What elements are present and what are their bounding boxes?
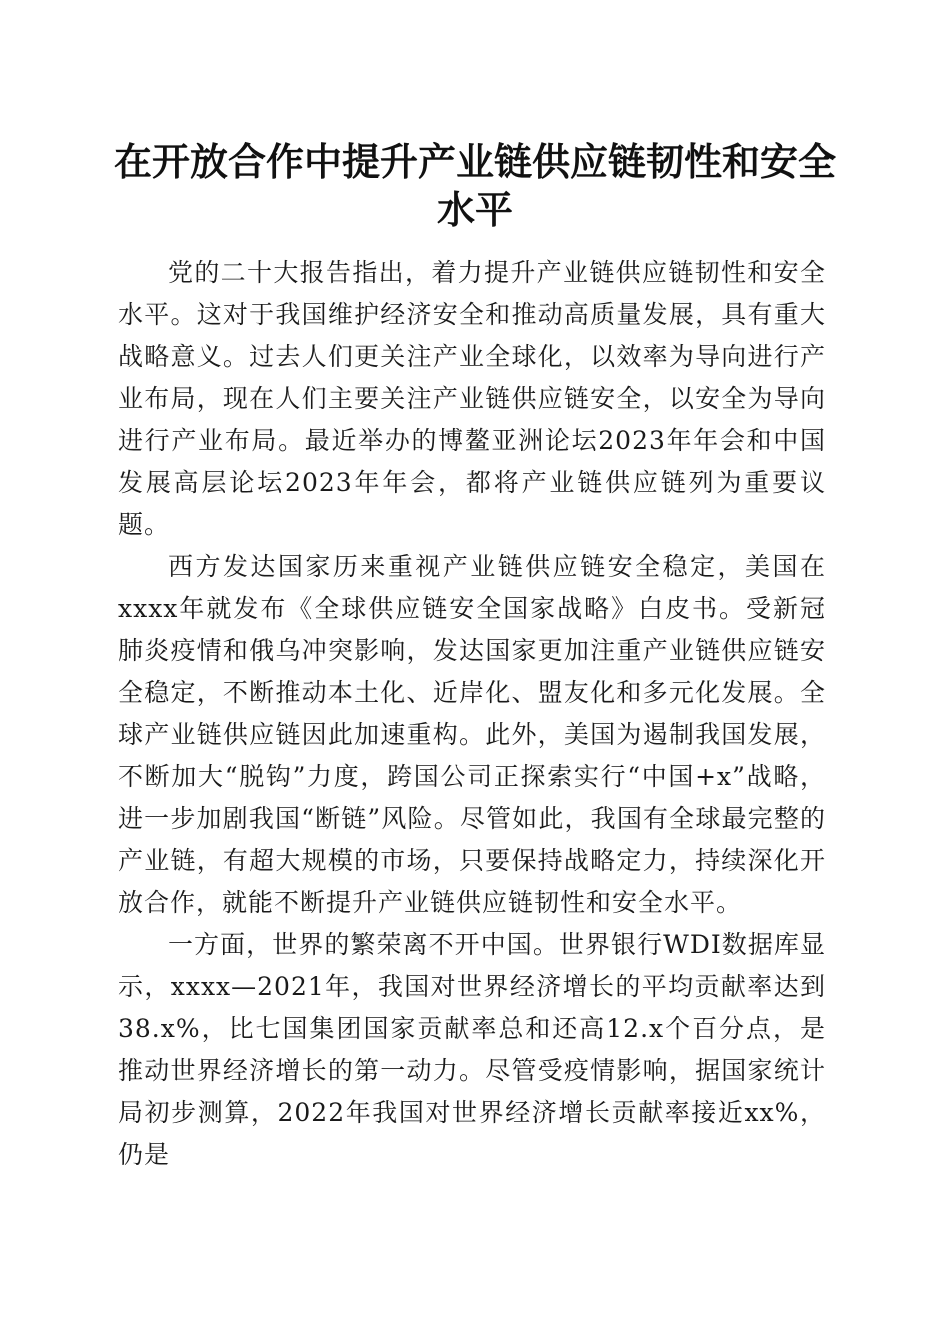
paragraph-2: 西方发达国家历来重视产业链供应链安全稳定，美国在xxxx年就发布《全球供应链安全国家战略》白皮书。受新冠肺炎疫情和俄乌冲突影响，发达国家更加注重产业链供应链安全稳定，不断推动本土化、近岸化、盟友化和多元化发展。全球产业链供应链因此加速重构。此外，美国为遏制我国发展，不断加大“脱钩”力度，跨国公司正探索实行“中国+x”战略，进一步加剧我国“断链”风险。尽管如此，我国有全球最完整的产业链，有超大规模的市场，只要保持战略定力，持续深化开放合作，就能不断提升产业链供应链韧性和安全水平。 <box>118 552 826 917</box>
document-body <box>118 252 826 1176</box>
document-title: 在开放合作中提升产业链供应链韧性和安全水平 <box>113 139 836 232</box>
paragraph-1: 党的二十大报告指出，着力提升产业链供应链韧性和安全水平。这对于我国维护经济安全和推动高质量发展，具有重大战略意义。过去人们更关注产业全球化，以效率为导向进行产业布局，现在人们主要关注产业链供应链安全，以安全为导向进行产业布局。最近举办的博鳌亚洲论坛2023年年会和中国发展高层论坛2023年年会，都将产业链供应链列为重要议题。 <box>118 258 826 539</box>
paragraph-3: 一方面，世界的繁荣离不开中国。世界银行WDI数据库显示，xxxx—2021年，我国对世界经济增长的平均贡献率达到38.x%，比七国集团国家贡献率总和还高12.x个百分点，是推动世界经济增长的第一动力。尽管受疫情影响，据国家统计局初步测算，2022年我国对世界经济增长贡献率接近xx%，仍是 <box>118 930 826 1169</box>
